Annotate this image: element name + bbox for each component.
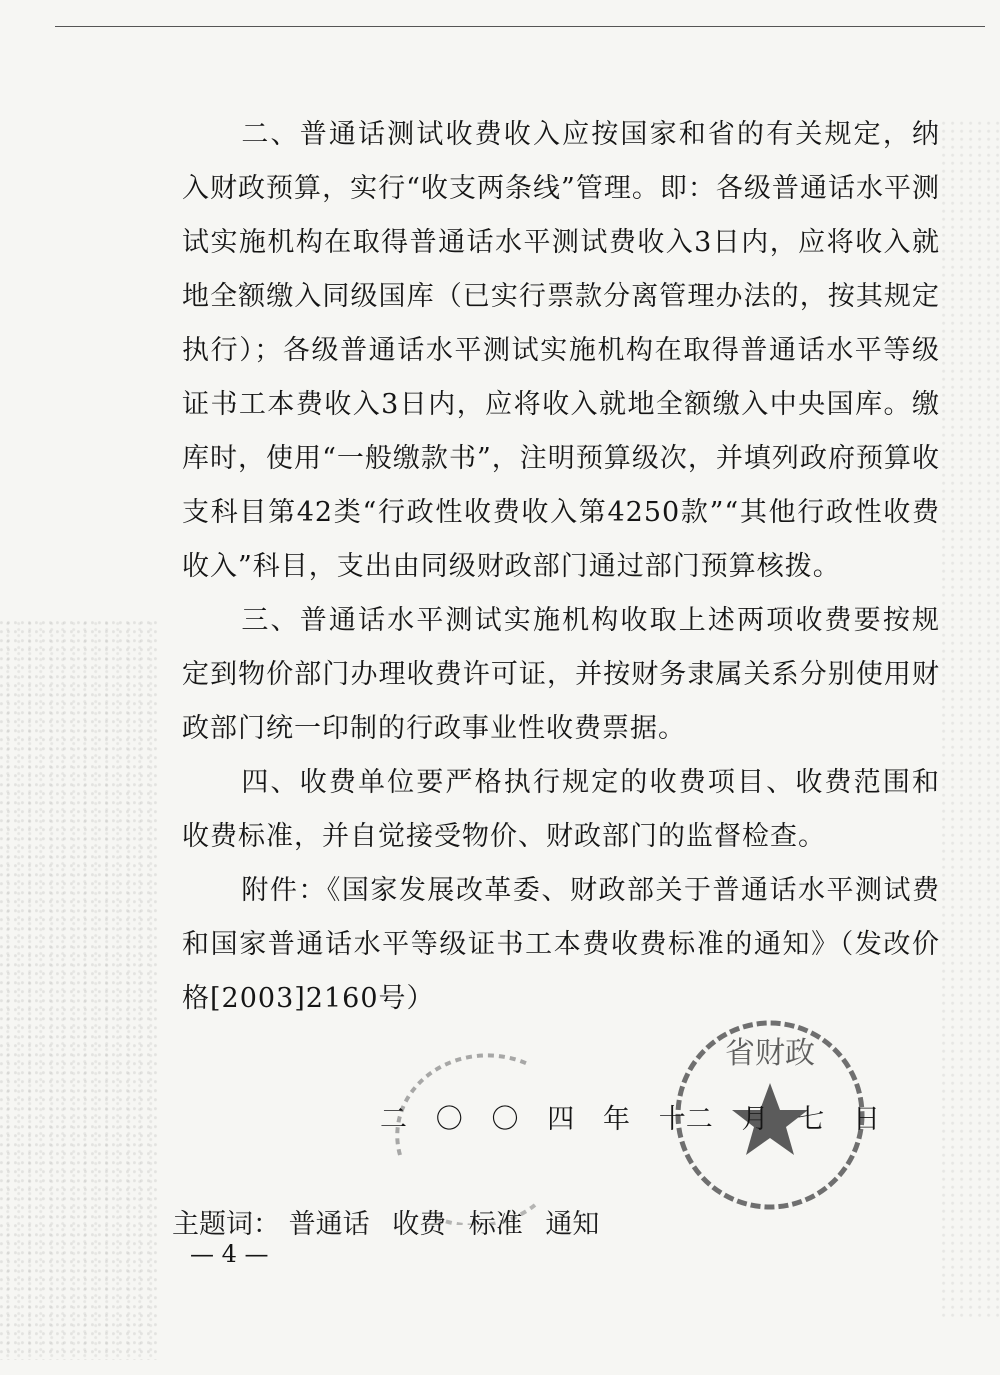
date-char: 年 [603, 1104, 630, 1135]
scan-noise-right [940, 120, 1000, 1320]
seal-text: 省财政 [725, 1036, 815, 1071]
date-char: 月 [741, 1104, 769, 1135]
date-char: 四 [547, 1104, 575, 1135]
keyword: 收费 [392, 1209, 447, 1240]
keyword: 标准 [468, 1209, 523, 1240]
date-char: 〇 [435, 1104, 463, 1135]
date-char: 〇 [491, 1104, 519, 1135]
date-char: 日 [853, 1104, 880, 1135]
keyword: 通知 [545, 1209, 600, 1240]
keyword: 普通话 [288, 1209, 370, 1240]
paragraph-4: 四、收费单位要严格执行规定的收费项目、收费范围和收费标准，并自觉接受物价、财政部门的监督检查。 [182, 767, 940, 852]
date-char: 二 [380, 1104, 407, 1135]
paragraph-2: 二、普通话测试收费收入应按国家和省的有关规定，纳入财政预算，实行“收支两条线”管理。即：各级普通话水平测试实施机构在取得普通话水平测试费收入3日内，应将收入就地全额缴入同级国库（已实行票款分离管理办法的，按其规定执行）；各级普通话水平测试实施机构在取得普通话水平等级证书工本费收入3日内，应将收入就地全额缴入中央国库。缴库时，使用“一般缴款书”，注明预算级次，并填列政府预算收支科目第42类“行政性收费收入第4250款”“其他行政性收费收入”科目，支出由同级财政部门通过部门预算核拨。 [182, 119, 940, 582]
page-number: — 4 — [190, 1240, 269, 1268]
top-rule [55, 26, 985, 27]
scan-noise-left [0, 620, 160, 1360]
attachment-note: 附件：《国家发展改革委、财政部关于普通话水平测试费和国家普通话水平等级证书工本费收费标准的通知》（发改价格[2003]2160号） [182, 875, 940, 1014]
document-body [182, 108, 940, 1026]
issue-date [380, 1100, 880, 1140]
date-char: 十二 [658, 1104, 713, 1135]
keywords-label: 主题词： [172, 1209, 280, 1240]
paragraph-3: 三、普通话水平测试实施机构收取上述两项收费要按规定到物价部门办理收费许可证，并按财务隶属关系分别使用财政部门统一印制的行政事业性收费票据。 [182, 605, 940, 744]
date-char: 七 [797, 1104, 825, 1135]
